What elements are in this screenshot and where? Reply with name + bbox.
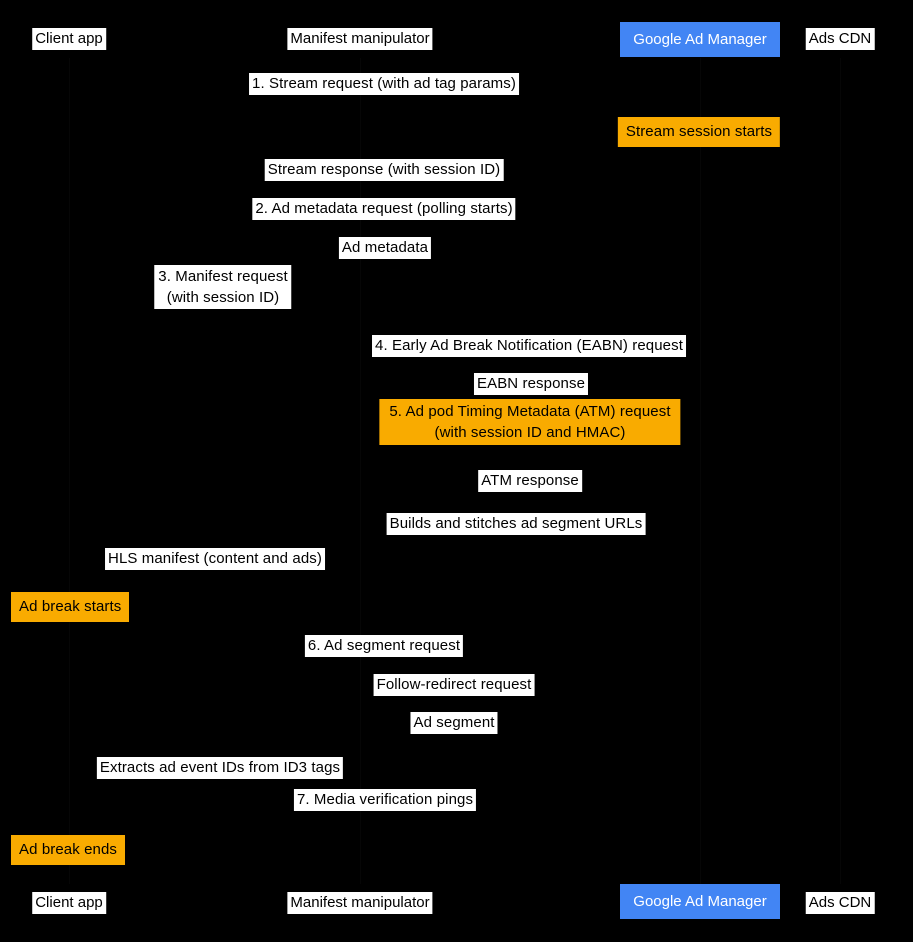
atm-request-note <box>379 399 680 445</box>
stream-request: 1. Stream request (with ad tag params) <box>249 73 519 95</box>
manifest-request-line-2: (with session ID) <box>166 289 280 306</box>
ad-segment: Ad segment <box>410 712 497 734</box>
follow-redirect-request: Follow-redirect request <box>374 674 535 696</box>
manifest-request <box>154 265 291 309</box>
actor-client-app-bottom: Client app <box>32 892 106 914</box>
media-verification-pings: 7. Media verification pings <box>294 789 476 811</box>
ad-break-ends-note: Ad break ends <box>11 835 125 865</box>
lifeline-client-app <box>69 58 70 884</box>
actor-manifest-manipulator-top: Manifest manipulator <box>287 28 432 50</box>
builds-stitches-note: Builds and stitches ad segment URLs <box>387 513 646 535</box>
hls-manifest: HLS manifest (content and ads) <box>105 548 325 570</box>
lifeline-manifest-manipulator <box>360 58 361 884</box>
actor-manifest-manipulator-bottom: Manifest manipulator <box>287 892 432 914</box>
actor-ads-cdn-bottom: Ads CDN <box>806 892 875 914</box>
eabn-request: 4. Early Ad Break Notification (EABN) request <box>372 335 686 357</box>
ad-segment-request: 6. Ad segment request <box>305 635 463 657</box>
actor-google-ad-manager-top: Google Ad Manager <box>620 22 780 57</box>
lifeline-google-ad-manager <box>700 58 701 884</box>
ad-break-starts-note: Ad break starts <box>11 592 129 622</box>
manifest-request-line-1: 3. Manifest request <box>158 268 288 285</box>
actor-google-ad-manager-bottom: Google Ad Manager <box>620 884 780 919</box>
ad-metadata: Ad metadata <box>339 237 431 259</box>
atm-request-note-line-1: 5. Ad pod Timing Metadata (ATM) request <box>389 403 671 420</box>
atm-response: ATM response <box>478 470 582 492</box>
eabn-response: EABN response <box>474 373 588 395</box>
ad-metadata-request: 2. Ad metadata request (polling starts) <box>252 198 515 220</box>
stream-session-starts-note: Stream session starts <box>618 117 780 147</box>
atm-request-note-line-2: (with session ID and HMAC) <box>434 424 626 441</box>
extracts-id3-note: Extracts ad event IDs from ID3 tags <box>97 757 343 779</box>
stream-response: Stream response (with session ID) <box>265 159 504 181</box>
lifeline-ads-cdn <box>840 58 841 884</box>
actor-client-app-top: Client app <box>32 28 106 50</box>
actor-ads-cdn-top: Ads CDN <box>806 28 875 50</box>
